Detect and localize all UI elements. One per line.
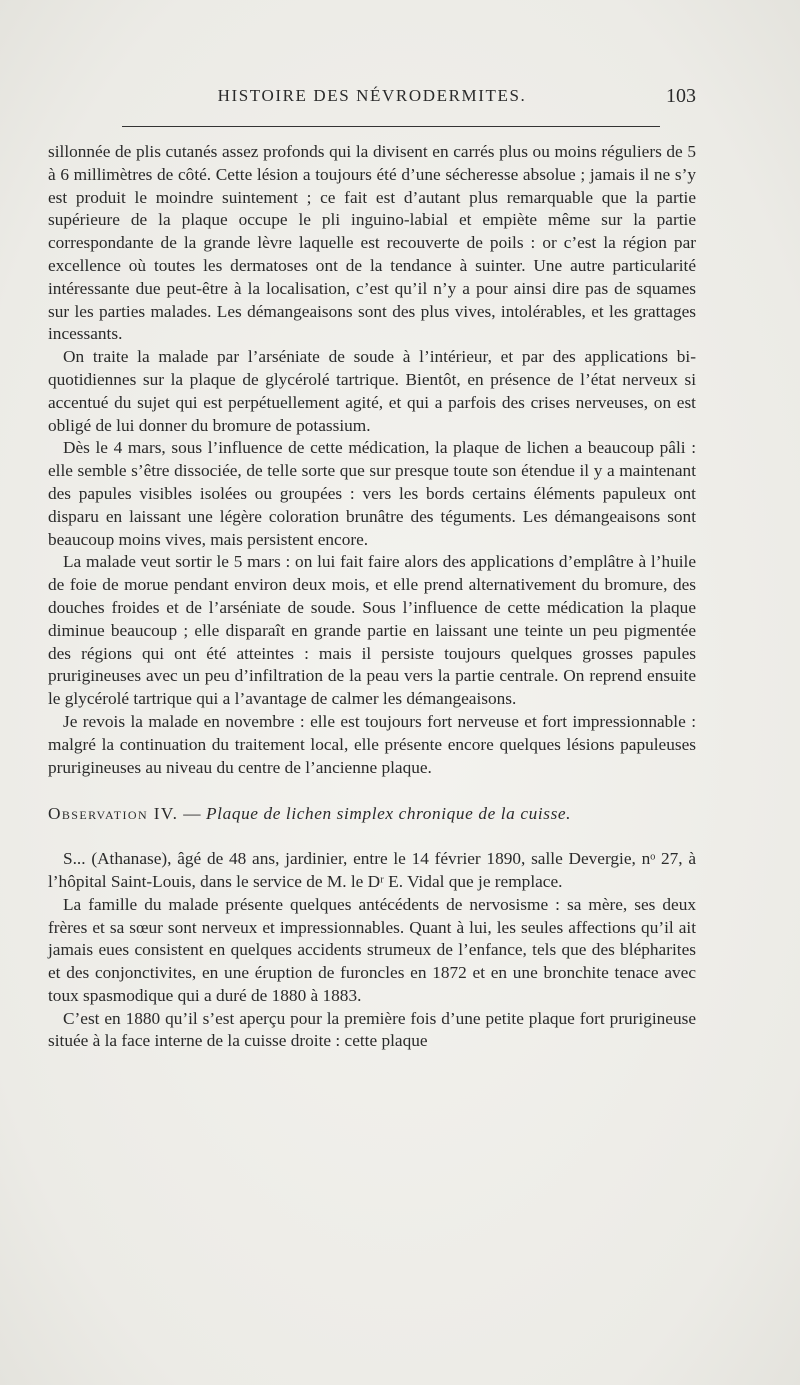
paragraph: S... (Athanase), âgé de 48 ans, jardinier, entre le 14 février 1890, salle Devergie, nᵒ 27, à l’hôpital Saint-Louis, dans le service de M. le Dʳ E. Vidal que je remplace. (48, 849, 696, 891)
paragraph: On traite la malade par l’arséniate de soude à l’intérieur, et par des applications bi-quotidiennes sur la plaque de glycérolé tartrique. Bientôt, en présence de l’état nerveux si accentué du sujet qui est perpétuellement agité, et qui a parfois des crises nerveuses, on est obligé de lui donner du bromure de potassium. (48, 347, 696, 435)
paragraph: La malade veut sortir le 5 mars : on lui fait faire alors des applications d’emplâtre à l’huile de foie de morue pendant environ deux mois, et elle prend alternativement du bromure, des douches froides et de l’arséniate de soude. Sous l’influence de cette médication la plaque diminue beaucoup ; elle disparaît en grande partie en laissant une teinte un peu pigmentée des régions qui ont été atteintes : mais il persiste toujours quelques grosses papules prurigineuses avec un peu d’infiltration de la peau vers la partie centrale. On reprend ensuite le glycérolé tartrique qui a l’avantage de calmer les démangeaisons. (48, 552, 696, 709)
body-text (48, 141, 696, 1053)
page-number: 103 (666, 85, 696, 107)
observation-label: Observation IV. (48, 804, 179, 824)
paragraph: sillonnée de plis cutanés assez profonds qui la divisent en carrés plus ou moins réguliers de 5 à 6 millimètres de côté. Cette lésion a toujours été d’une sécheresse absolue ; jamais il ne s’y est produit le moindre suintement ; ce fait est d’autant plus remarquable que la partie supérieure de la plaque occupe le pli inguino-labial et empiète même sur la partie correspondante de la grande lèvre laquelle est recouverte de poils : or c’est la région par excellence où toutes les dermatoses ont de la tendance à suinter. Une autre particularité intéressante due peut-être à la localisation, c’est qu’il n’y a pour ainsi dire pas de squames sur les parties malades. Les démangeaisons sont des plus vives, intolérables, et les grattages incessants. (48, 142, 696, 344)
paragraph: C’est en 1880 qu’il s’est aperçu pour la première fois d’une petite plaque fort prurigineuse située à la face interne de la cuisse droite : cette plaque (48, 1008, 696, 1051)
observation-title: Plaque de lichen simplex chronique de la cuisse. (206, 804, 572, 824)
paragraph: Dès le 4 mars, sous l’influence de cette médication, la plaque de lichen a beaucoup pâli : elle semble s’être dissociée, de telle sorte que sur presque toute son étendue il y a maintenant des papules visibles isolées ou groupées : vers les bords certains éléments papuleux ont disparu en laissant une légère coloration brunâtre des téguments. Les démangeaisons sont beaucoup moins vives, mais persistent encore. (48, 438, 696, 549)
paragraph: Je revois la malade en novembre : elle est toujours fort nerveuse et fort impressionnable : malgré la continuation du traitement local, elle présente encore quelques lésions papuleuses prurigineuses au niveau du centre de l’ancienne plaque. (48, 711, 696, 777)
running-title: HISTOIRE DES NÉVRODERMITES. (217, 86, 527, 105)
observation-dash: — (178, 804, 207, 824)
paragraph: La famille du malade présente quelques antécédents de nervosisme : sa mère, ses deux frères et sa sœur sont nerveux et impressionnables. Quant à lui, les seules affections qu’il ait jamais eues consistent en quelques accidents strumeux de l’enfance, tels que des blépharites et des conjonctivites, en une éruption de furoncles en 1872 et en une bronchite tenace avec toux spasmodique qui a duré de 1880 à 1883. (48, 894, 696, 1005)
running-header (48, 86, 696, 116)
header-rule (122, 126, 660, 127)
observation-heading (48, 803, 696, 826)
